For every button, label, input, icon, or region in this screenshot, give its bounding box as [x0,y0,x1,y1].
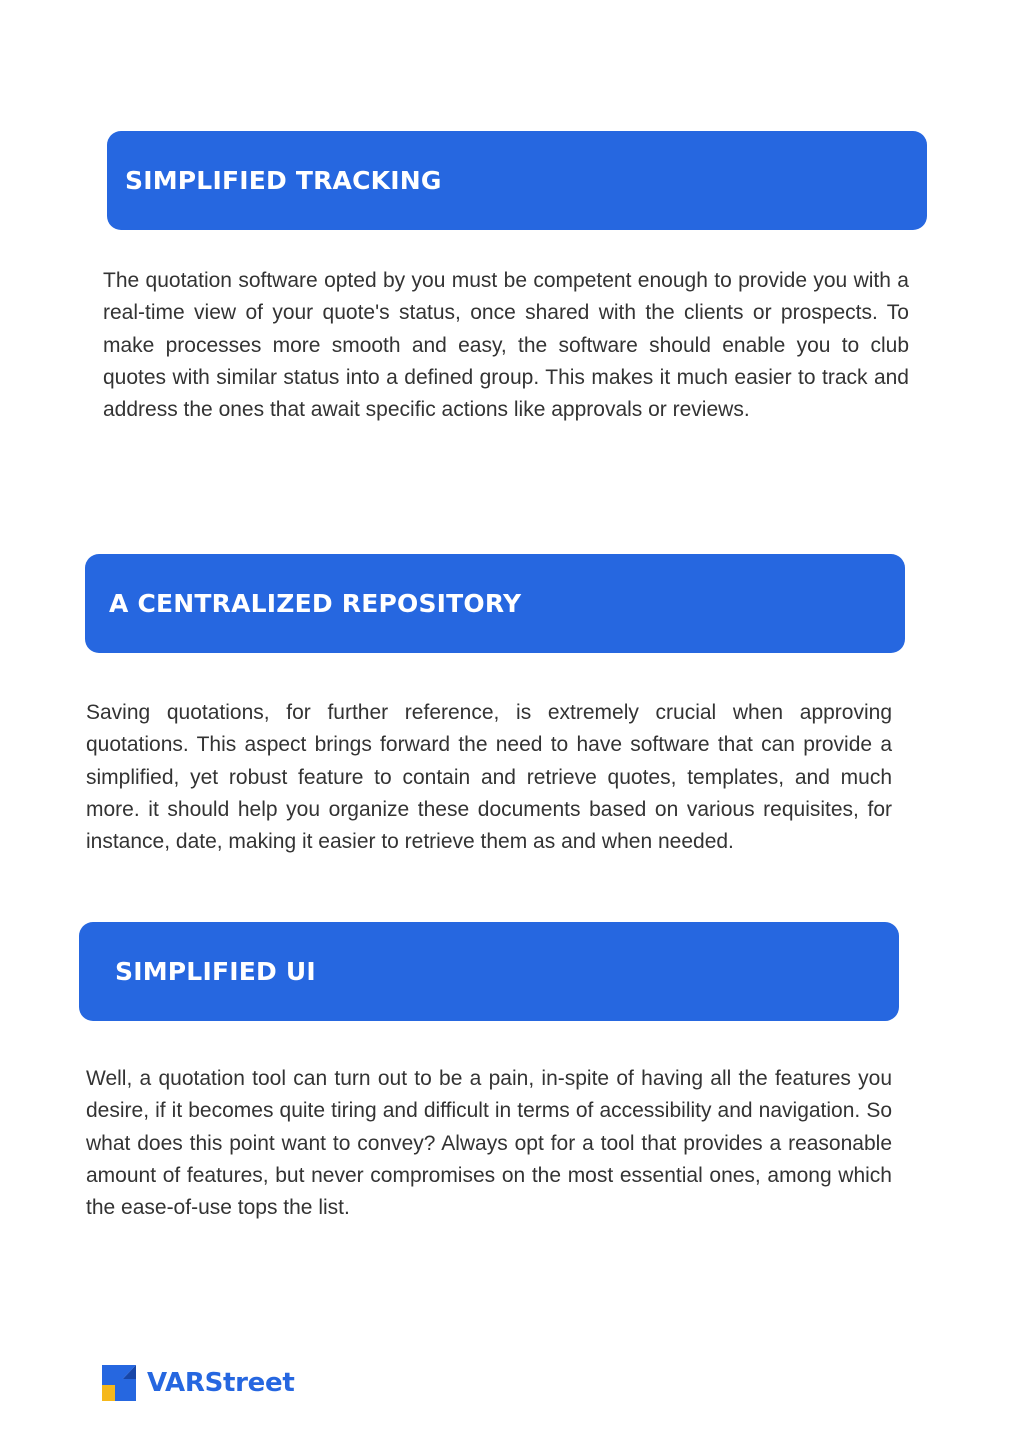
section-header-centralized-repository [85,554,905,653]
brand-name: VARStreet [147,1368,295,1398]
section-body-simplified-tracking: The quotation software opted by you must be competent enough to provide you with a real-time view of your quote's status, once shared with the clients or prospects. To make processes more smooth and easy, the software should enable you to club quotes with similar status into a defined group. This makes it much easier to track and address the ones that await specific actions like approvals or reviews. [103,269,909,422]
brand-logo [102,1364,294,1402]
section-body-centralized-repository: Saving quotations, for further reference, is extremely crucial when approving quotations. This aspect brings forward the need to have software that can provide a simplified, yet robust feature to contain and retrieve quotes, templates, and much more. it should help you organize these documents based on various requisites, for instance, date, making it easier to retrieve them as and when needed. [86,701,892,854]
section-heading: A CENTRALIZED REPOSITORY [109,589,522,618]
section-heading: SIMPLIFIED UI [115,957,316,986]
section-body-simplified-ui: Well, a quotation tool can turn out to be a pain, in-spite of having all the features you desire, if it becomes quite tiring and difficult in terms of accessibility and navigation. So what does this point want to convey? Always opt for a tool that provides a reasonable amount of features, but never compromises on the most essential ones, among which the ease-of-use tops the list. [86,1067,892,1220]
section-header-simplified-tracking [107,131,927,230]
section-header-simplified-ui [79,922,899,1021]
varstreet-logo-icon [102,1365,136,1401]
section-heading: SIMPLIFIED TRACKING [125,166,442,195]
